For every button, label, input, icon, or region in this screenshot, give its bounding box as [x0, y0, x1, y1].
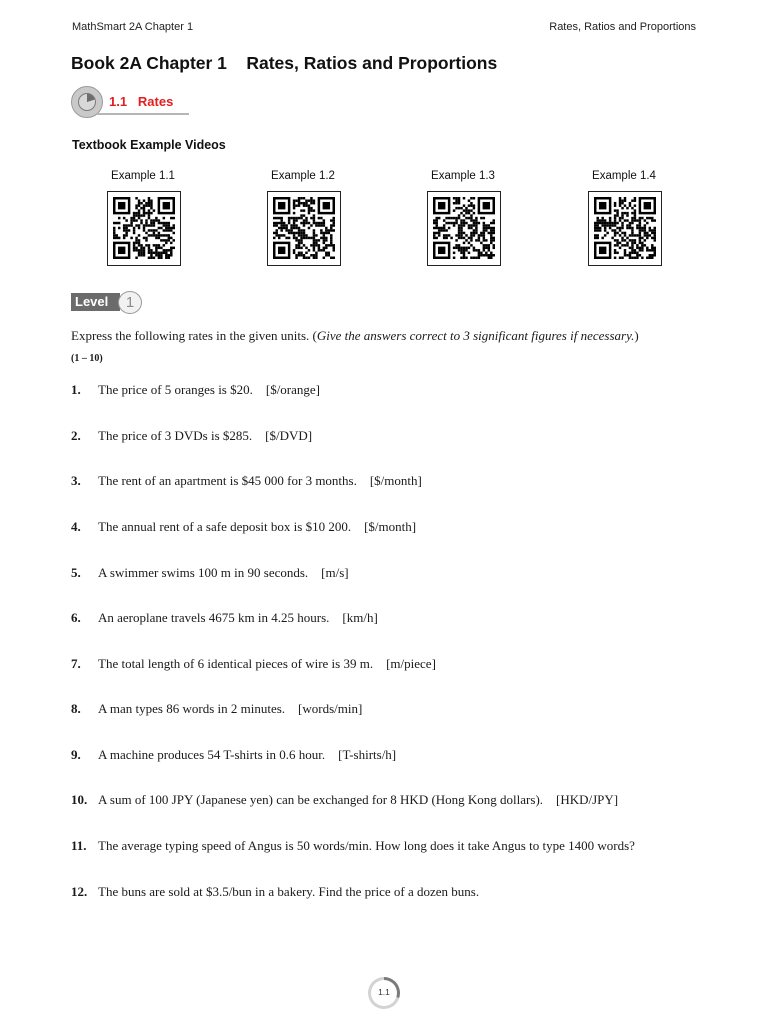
question-number: 4.: [71, 519, 81, 534]
section-badge: [71, 86, 193, 120]
question-text: The rent of an apartment is $45 000 for 3 months. [$/month]: [98, 473, 422, 488]
question-text: The average typing speed of Angus is 50 words/min. How long does it take Angus to type 1400 words?: [98, 838, 635, 853]
section-label: 1.1 Rates: [109, 94, 174, 109]
qr-code-icon[interactable]: [267, 191, 341, 266]
level-label: Level: [71, 293, 120, 311]
question-number: 10.: [71, 792, 88, 807]
section-underline: [97, 113, 189, 115]
example-label: Example 1.1: [111, 170, 175, 182]
instruction-italic: Give the answers correct to 3 significant figures if necessary.: [316, 328, 635, 343]
instruction-text: Express the following rates in the given units. (: [71, 328, 317, 343]
example-label: Example 1.3: [431, 170, 495, 182]
question-text: An aeroplane travels 4675 km in 4.25 hours. [km/h]: [98, 610, 378, 625]
example-video-1[interactable]: [88, 170, 198, 182]
example-label: Example 1.2: [271, 170, 335, 182]
qr-code-icon[interactable]: [427, 191, 501, 266]
question-number: 7.: [71, 656, 81, 671]
level-number: 1: [118, 291, 142, 314]
example-video-4[interactable]: [569, 170, 679, 182]
videos-heading: Textbook Example Videos: [72, 138, 226, 152]
question-number: 12.: [71, 884, 88, 899]
question-range: (1 – 10): [71, 353, 103, 364]
question-text: The annual rent of a safe deposit box is $10 200. [$/month]: [98, 519, 417, 534]
question-text: A swimmer swims 100 m in 90 seconds. [m/s]: [98, 565, 349, 580]
question-number: 1.: [71, 382, 81, 397]
qr-code-icon[interactable]: [588, 191, 662, 266]
question-text: The total length of 6 identical pieces of wire is 39 m. [m/piece]: [98, 656, 436, 671]
exercise-instruction: [71, 328, 639, 344]
question-text: The price of 5 oranges is $20. [$/orange]: [98, 382, 321, 397]
question-number: 2.: [71, 428, 81, 443]
question-number: 5.: [71, 565, 81, 580]
example-video-2[interactable]: [248, 170, 358, 182]
question-text: The price of 3 DVDs is $285. [$/DVD]: [98, 428, 313, 443]
level-tag: [71, 291, 147, 313]
question-number: 8.: [71, 701, 81, 716]
example-video-3[interactable]: [408, 170, 518, 182]
running-header-left: MathSmart 2A Chapter 1: [72, 21, 194, 33]
question-text: A man types 86 words in 2 minutes. [words/min]: [98, 701, 363, 716]
question-text: A machine produces 54 T-shirts in 0.6 hour. [T-shirts/h]: [98, 747, 397, 762]
question-number: 9.: [71, 747, 81, 762]
chapter-title: Book 2A Chapter 1 Rates, Ratios and Proportions: [71, 53, 498, 73]
page-number: 1.1: [378, 987, 390, 997]
question-number: 6.: [71, 610, 81, 625]
question-text: The buns are sold at $3.5/bun in a bakery. Find the price of a dozen buns.: [98, 884, 480, 899]
question-number: 3.: [71, 473, 81, 488]
instruction-close: ): [634, 328, 639, 343]
qr-code-icon[interactable]: [107, 191, 181, 266]
page-footer: [368, 977, 400, 1009]
running-header-right: Rates, Ratios and Proportions: [549, 21, 696, 33]
question-text: A sum of 100 JPY (Japanese yen) can be exchanged for 8 HKD (Hong Kong dollars). [HKD/JPY]: [98, 792, 619, 807]
question-number: 11.: [71, 838, 87, 853]
example-label: Example 1.4: [592, 170, 656, 182]
